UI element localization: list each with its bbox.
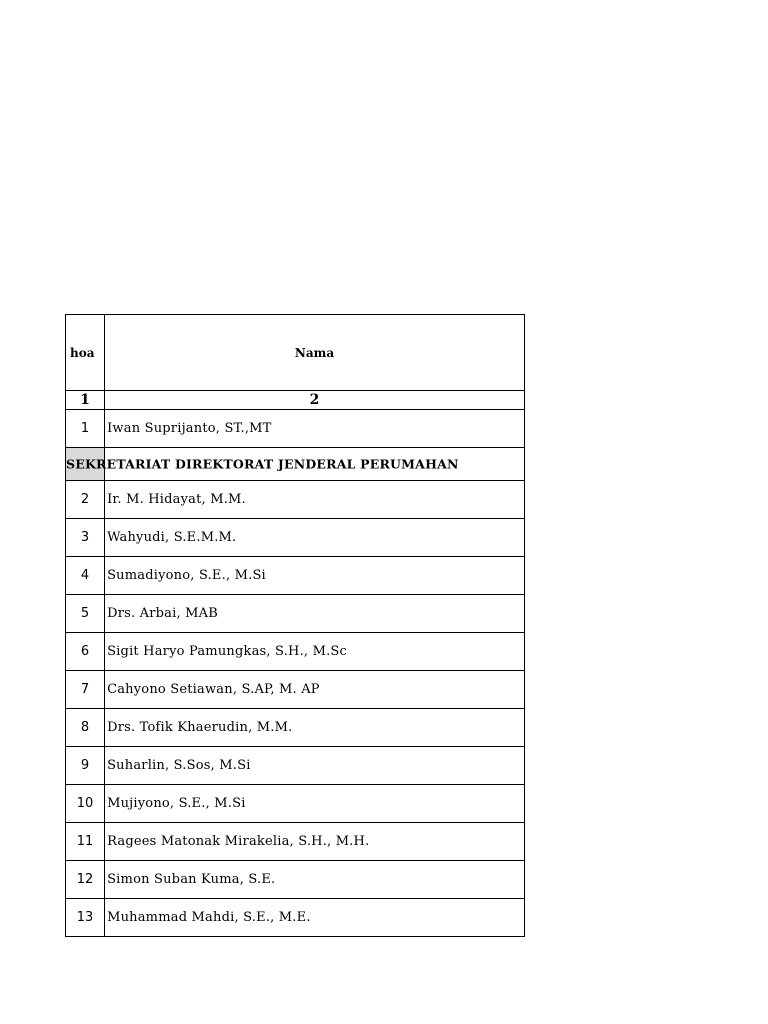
header-name-label: Nama: [105, 315, 525, 391]
section-number-cell: [66, 448, 459, 481]
data-rows: [66, 481, 525, 937]
table-row: [66, 595, 525, 633]
row-number: 1: [66, 410, 105, 448]
row-name: Wahyudi, S.E.M.M.: [105, 519, 525, 557]
table-row: [66, 557, 525, 595]
table-row: [66, 899, 525, 937]
table-row: [66, 709, 525, 747]
row-name: Cahyono Setiawan, S.AP, M. AP: [105, 671, 525, 709]
row-number: 6: [66, 633, 105, 671]
column-index-2: 2: [105, 391, 525, 410]
column-index-row: [66, 391, 525, 410]
row-name: Sigit Haryo Pamungkas, S.H., M.Sc: [105, 633, 525, 671]
row-number: 4: [66, 557, 105, 595]
table-row: [66, 519, 525, 557]
table-row: [66, 481, 525, 519]
row-name: Iwan Suprijanto, ST.,MT: [105, 410, 525, 448]
row-number: 2: [66, 481, 105, 519]
table-row: [66, 823, 525, 861]
table-row: [66, 747, 525, 785]
row-number: 9: [66, 747, 105, 785]
header-no-label: hoa: [66, 315, 105, 391]
column-index-1: 1: [66, 391, 105, 410]
row-number: 11: [66, 823, 105, 861]
row-name: Drs. Arbai, MAB: [105, 595, 525, 633]
row-number: 13: [66, 899, 105, 937]
row-number: 10: [66, 785, 105, 823]
row-number: 8: [66, 709, 105, 747]
table-row: [66, 671, 525, 709]
table-row: [66, 785, 525, 823]
table-row: [66, 410, 525, 448]
row-number: 12: [66, 861, 105, 899]
table-row: [66, 633, 525, 671]
row-name: Ragees Matonak Mirakelia, S.H., M.H.: [105, 823, 525, 861]
row-name: Sumadiyono, S.E., M.Si: [105, 557, 525, 595]
row-name: Muhammad Mahdi, S.E., M.E.: [105, 899, 525, 937]
row-name: Simon Suban Kuma, S.E.: [105, 861, 525, 899]
row-name: Suharlin, S.Sos, M.Si: [105, 747, 525, 785]
section-title: SEKRETARIAT DIREKTORAT JENDERAL PERUMAHAN: [66, 456, 459, 472]
row-name: Ir. M. Hidayat, M.M.: [105, 481, 525, 519]
row-number: 7: [66, 671, 105, 709]
row-name: Drs. Tofik Khaerudin, M.M.: [105, 709, 525, 747]
header-row: [66, 315, 525, 391]
personnel-table: [65, 314, 525, 937]
table-row: [66, 861, 525, 899]
row-number: 3: [66, 519, 105, 557]
section-row: [66, 448, 525, 481]
row-name: Mujiyono, S.E., M.Si: [105, 785, 525, 823]
row-number: 5: [66, 595, 105, 633]
